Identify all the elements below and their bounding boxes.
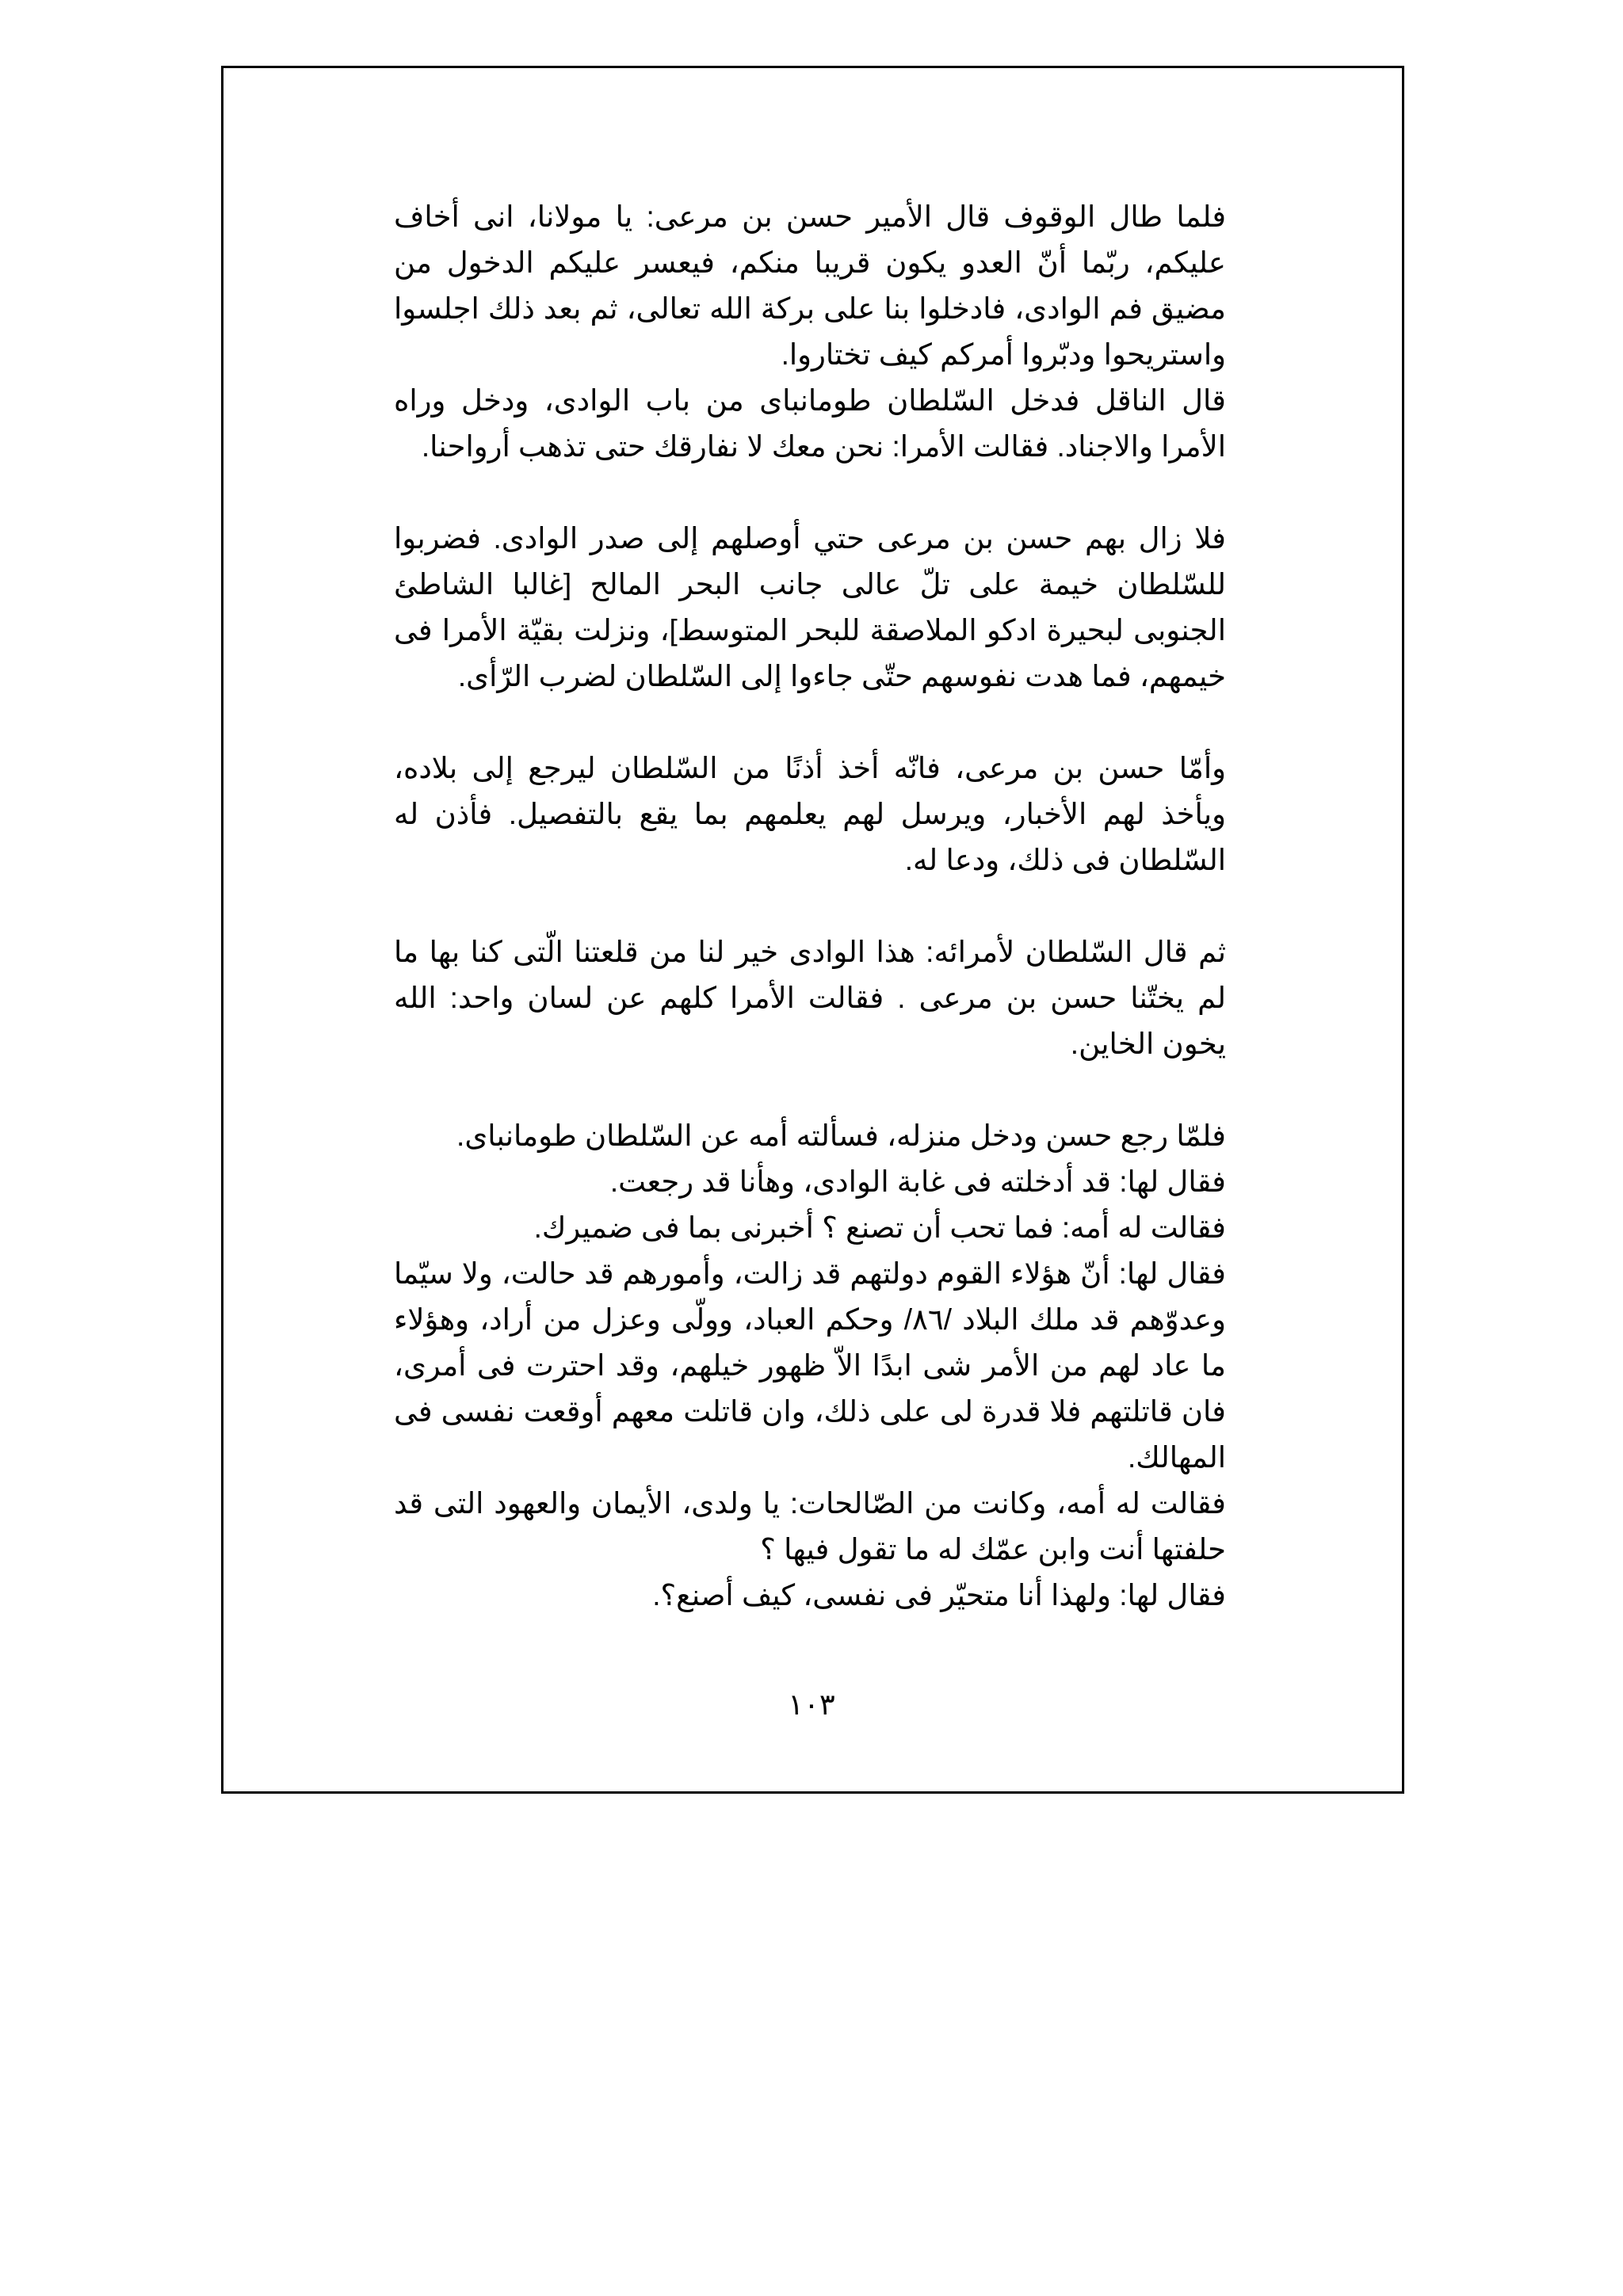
paragraph-10: فقالت له أمه، وكانت من الصّالحات: يا ولدى، الأيمان والعهود التى قد حلفتها أنت وابن عمّك له ما تقول فيها ؟ bbox=[394, 1487, 1226, 1566]
paragraph-5: ثم قال السّلطان لأمرائه: هذا الوادى خير لنا من قلعتنا الّتى كنا بها ما لم يختّنا حسن بن مرعى . فقالت الأمرا كلهم عن لسان واحد: الله يخون الخاين. bbox=[394, 936, 1226, 1060]
paragraph-9: فقال لها: أنّ هؤلاء القوم دولتهم قد زالت، وأمورهم قد حالت، ولا سيّما وعدوّهم قد ملك البلاد /٨٦/ وحكم العباد، وولّى وعزل من أراد، وهؤلاء ما عاد لهم من الأمر شى ابدًا الاّ ظهور خيلهم، وقد احترت فى أمرى، فان قاتلتهم فلا قدرة لى على ذلك، وان قاتلت معهم أوقعت نفسى فى المهالك. bbox=[394, 1257, 1226, 1474]
page-number: ١٠٣ bbox=[788, 1688, 835, 1721]
paragraph-2: قال الناقل فدخل السّلطان طومانباى من باب الوادى، ودخل وراه الأمرا والاجناد. فقالت الأمرا: نحن معك لا نفارقك حتى تذهب أرواحنا. bbox=[394, 384, 1226, 463]
paragraph-7: فقال لها: قد أدخلته فى غابة الوادى، وهأنا قد رجعت. bbox=[609, 1165, 1226, 1198]
paragraph-11: فقال لها: ولهذا أنا متحيّر فى نفسى، كيف أصنع؟. bbox=[652, 1579, 1226, 1611]
paragraph-1: فلما طال الوقوف قال الأمير حسن بن مرعى: يا مولانا، انى أخاف عليكم، ربّما أنّ العدو يكون قريبا منكم، فيعسر عليكم الدخول من مضيق فم الوادى، فادخلوا بنا على بركة الله تعالى، ثم بعد ذلك اجلسوا واستريحوا ودبّروا أمركم كيف تختاروا. bbox=[394, 200, 1226, 371]
paragraph-6: فلمّا رجع حسن ودخل منزله، فسألته أمه عن السّلطان طومانباى. bbox=[456, 1119, 1226, 1152]
paragraph-8: فقالت له أمه: فما تحب أن تصنع ؟ أخبرنى بما فى ضميرك. bbox=[533, 1211, 1226, 1244]
paragraph-3: فلا زال بهم حسن بن مرعى حتي أوصلهم إلى صدر الوادى. فضربوا للسّلطان خيمة على تلّ عالى جانب البحر المالح [غالبا الشاطئ الجنوبى لبحيرة ادكو الملاصقة للبحر المتوسط]، ونزلت بقيّة الأمرا فى خيمهم، فما هدت نفوسهم حتّى جاءوا إلى السّلطان لضرب الرّأى. bbox=[394, 522, 1226, 692]
body-text bbox=[394, 194, 1226, 1619]
paragraph-4: وأمّا حسن بن مرعى، فانّه أخذ أذنًا من السّلطان ليرجع إلى بلاده، ويأخذ لهم الأخبار، ويرسل لهم يعلمهم بما يقع بالتفصيل. فأذن له السّلطان فى ذلك، ودعا له. bbox=[394, 752, 1226, 876]
